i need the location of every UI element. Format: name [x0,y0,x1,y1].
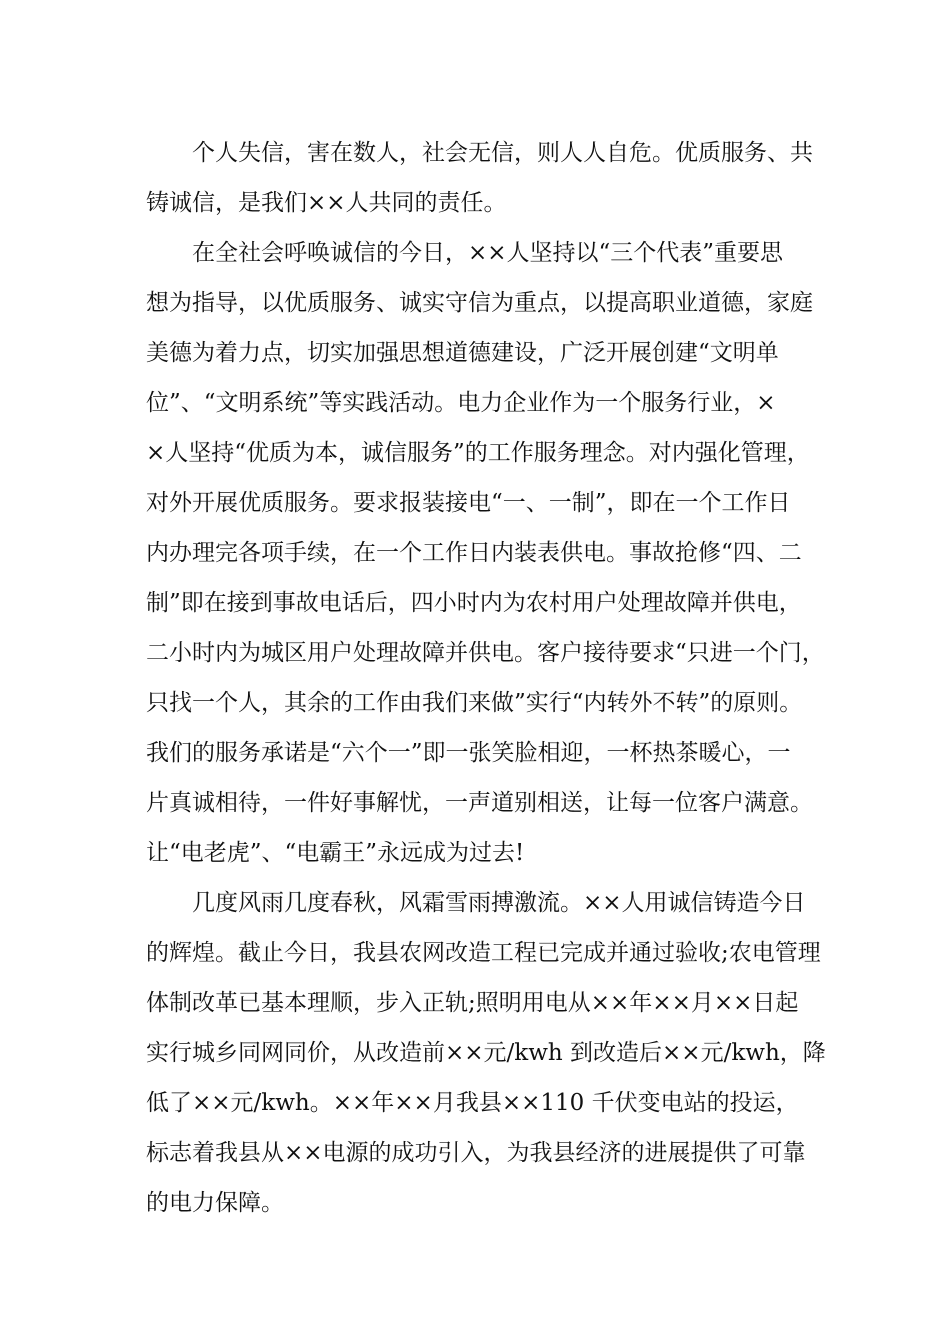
text-line: 美德为着力点，切实加强思想道德建设，广泛开展创建“文明单 [146,340,779,366]
text-line: 让“电老虎”、“电霸王”永远成为过去! [146,840,525,866]
text-line: 个人失信，害在数人，社会无信，则人人自危。优质服务、共 [192,140,813,166]
text-line: 制”即在接到事故电话后，四小时内为农村用户处理故障并供电， [146,590,802,616]
text-line: 的电力保障。 [146,1190,284,1216]
paragraph [146,228,825,878]
text-line: 我们的服务承诺是“六个一”即一张笑脸相迎，一杯热茶暖心，一 [146,740,791,766]
text-line: 片真诚相待，一件好事解忧，一声道别相送，让每一位客户满意。 [146,790,813,816]
text-line: 体制改革已基本理顺，步入正轨;照明用电从××年××月××日起 [146,990,799,1016]
text-line: 想为指导，以优质服务、诚实守信为重点，以提高职业道德，家庭 [146,290,813,316]
text-line: 标志着我县从××电源的成功引入，为我县经济的进展提供了可靠 [146,1140,806,1166]
text-line: 二小时内为城区用户处理故障并供电。客户接待要求“只进一个门， [146,640,825,666]
text-line: 的辉煌。截止今日，我县农网改造工程已完成并通过验收;农电管理 [146,940,821,966]
text-line: 实行城乡同网同价，从改造前××元/kwh 到改造后××元/kwh，降 [146,1040,826,1066]
text-line: 对外开展优质服务。要求报装接电“一、一制”，即在一个工作日 [146,490,791,516]
text-line: 只找一个人，其余的工作由我们来做”实行“内转外不转”的原则。 [146,690,803,716]
text-line: 内办理完各项手续，在一个工作日内装表供电。事故抢修“四、二 [146,540,802,566]
text-line: 低了××元/kwh。××年××月我县××110 千伏变电站的投运， [146,1090,799,1116]
document-body [146,128,826,1228]
text-line: 几度风雨几度春秋，风霜雪雨搏激流。××人用诚信铸造今日 [192,890,806,916]
text-line: 位”、“文明系统”等实践活动。电力企业作为一个服务行业，× [146,390,776,416]
paragraph [146,878,826,1228]
text-line: ×人坚持“优质为本，诚信服务”的工作服务理念。对内强化管理， [146,440,810,466]
text-line: 铸诚信，是我们××人共同的责任。 [146,190,507,216]
text-line: 在全社会呼唤诚信的今日，××人坚持以“三个代表”重要思 [192,240,784,266]
paragraph [146,128,822,228]
